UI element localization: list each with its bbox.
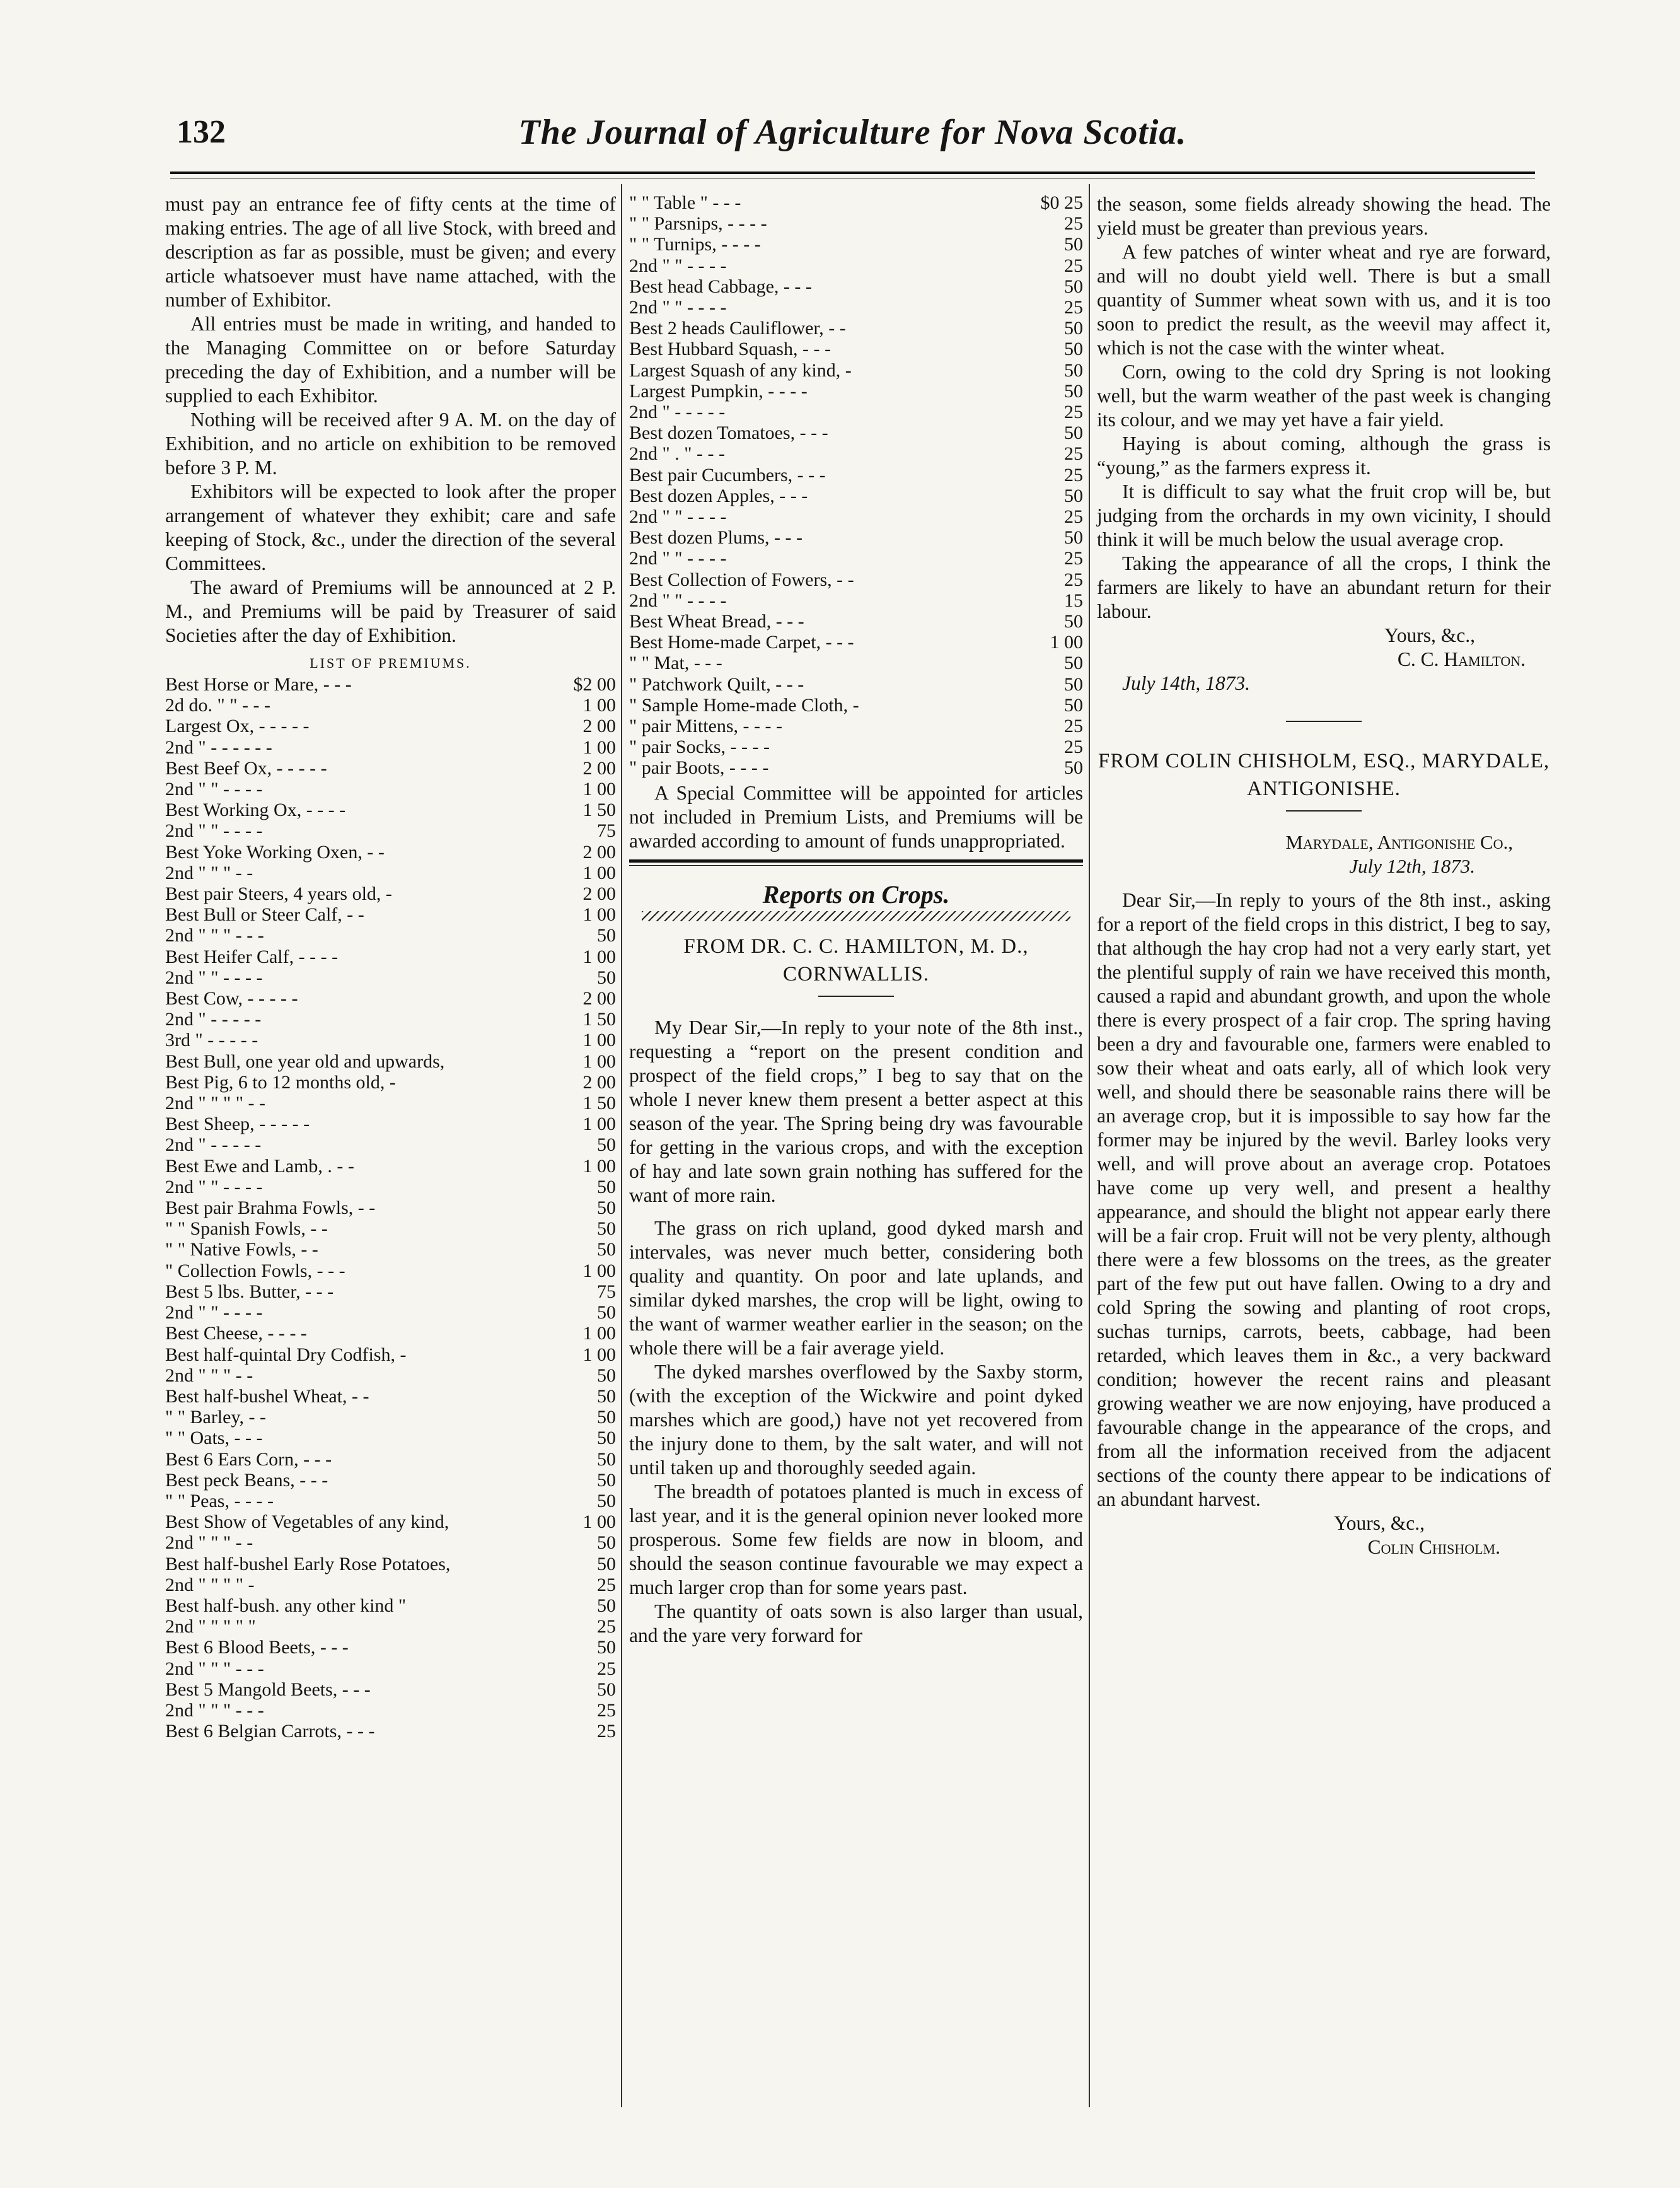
premium-list-title: LIST OF PREMIUMS. bbox=[310, 655, 472, 671]
ornamental-rule bbox=[642, 911, 1070, 921]
premium-label: 2nd " - - - - - - bbox=[165, 736, 272, 758]
premium-label: " " Mat, - - - bbox=[629, 653, 722, 674]
premium-row bbox=[629, 757, 1083, 778]
premium-amount: 50 bbox=[597, 1218, 616, 1240]
premium-amount: $0 25 bbox=[1040, 192, 1083, 213]
paragraph: A few patches of winter wheat and rye are forward, and will no doubt yield well. There is but a small quantity of Summer wheat sown with us, and it is too soon to predict the result, as the weevil may affect it, which is not the case with the winter wheat. bbox=[1097, 241, 1551, 359]
premium-amount: 1 00 bbox=[582, 779, 616, 800]
premium-amount: 50 bbox=[597, 1532, 616, 1554]
premium-label: Best 6 Belgian Carrots, - - - bbox=[165, 1721, 375, 1742]
paragraph: The quantity of oats sown is also larger than usual, and the yare very forward for bbox=[629, 1600, 1083, 1646]
premium-label: " " Oats, - - - bbox=[165, 1428, 263, 1449]
premium-label: 2nd " " " - - - bbox=[165, 925, 264, 946]
paragraph: The dyked marshes overflowed by the Saxby storm, (with the exception of the Wickwire and point dyked marshes which are good,) have not yet recovered from the injury done to them, by the salt water, and will not until taken up and thoroughly seeded again. bbox=[629, 1360, 1083, 1479]
premium-row bbox=[165, 1637, 616, 1658]
premium-amount: 25 bbox=[1064, 213, 1083, 235]
premium-label: " " Turnips, - - - - bbox=[629, 234, 761, 255]
premium-amount: 1 00 bbox=[582, 1511, 616, 1533]
premium-label: Best pair Cucumbers, - - - bbox=[629, 464, 826, 486]
premium-amount: 25 bbox=[597, 1658, 616, 1679]
premium-row bbox=[165, 1449, 616, 1470]
premium-amount: 50 bbox=[597, 1239, 616, 1260]
premium-row bbox=[629, 276, 1083, 297]
premium-row bbox=[629, 548, 1083, 569]
premium-amount: 50 bbox=[1064, 339, 1083, 360]
premium-row bbox=[165, 1679, 616, 1700]
premium-row bbox=[629, 590, 1083, 611]
premium-label: Best dozen Plums, - - - bbox=[629, 527, 802, 549]
premium-amount: 50 bbox=[1064, 422, 1083, 444]
premium-label: Best Show of Vegetables of any kind, bbox=[165, 1511, 449, 1533]
premium-row bbox=[165, 758, 616, 779]
premium-row bbox=[165, 1700, 616, 1721]
report-heading: FROM COLIN CHISHOLM, ESQ., MARYDALE, ANTIGONISHE. bbox=[1098, 750, 1550, 800]
premium-amount: 50 bbox=[597, 1553, 616, 1574]
premium-amount: 50 bbox=[1064, 359, 1083, 381]
premium-row bbox=[165, 1260, 616, 1281]
premium-amount: 1 00 bbox=[582, 1050, 616, 1072]
premium-amount: 1 00 bbox=[582, 1323, 616, 1344]
premium-amount: 25 bbox=[1064, 506, 1083, 528]
premium-row bbox=[165, 925, 616, 946]
premium-label: Largest Ox, - - - - - bbox=[165, 716, 310, 737]
premium-row bbox=[165, 1114, 616, 1134]
premium-amount: 50 bbox=[597, 967, 616, 988]
premium-row bbox=[165, 988, 616, 1009]
paragraph: Corn, owing to the cold dry Spring is not looking well, but the warm weather of the past week is changing its colour, and we may yet have a fair yield. bbox=[1097, 361, 1551, 431]
premium-row bbox=[165, 1491, 616, 1511]
premium-amount: 50 bbox=[597, 1176, 616, 1197]
premium-label: 2nd " " - - - - bbox=[629, 506, 727, 528]
paragraph: Haying is about coming, although the grass is “young,” as the farmers express it. bbox=[1097, 433, 1551, 479]
premium-row bbox=[629, 695, 1083, 716]
paragraph: the season, some fields already showing the head. The yield must be greater than previous years. bbox=[1097, 193, 1551, 239]
premium-row bbox=[165, 1134, 616, 1155]
premium-row bbox=[629, 422, 1083, 443]
premium-label: Best Sheep, - - - - - bbox=[165, 1114, 310, 1135]
premium-row bbox=[165, 1658, 616, 1679]
premium-label: Best 5 lbs. Butter, - - - bbox=[165, 1281, 334, 1302]
premium-label: " pair Socks, - - - - bbox=[629, 736, 770, 758]
premium-amount: 50 bbox=[1064, 611, 1083, 632]
premium-amount: 25 bbox=[1064, 255, 1083, 276]
premium-label: 2nd " " - - - - bbox=[629, 590, 727, 611]
premium-row bbox=[165, 820, 616, 841]
page-header bbox=[170, 107, 1535, 177]
premium-amount: 25 bbox=[1064, 443, 1083, 465]
premium-label: 2nd " " - - - - bbox=[629, 548, 727, 569]
premium-row bbox=[165, 1093, 616, 1114]
premium-amount: 50 bbox=[597, 1595, 616, 1616]
premium-amount: 1 00 bbox=[582, 736, 616, 758]
premium-label: " " Native Fowls, - - bbox=[165, 1239, 318, 1260]
premium-amount: 25 bbox=[1064, 297, 1083, 318]
premium-label: 2nd " " - - - - bbox=[165, 820, 263, 842]
premium-label: 2nd " " - - - - bbox=[165, 1302, 263, 1324]
premium-label: Best half-bush. any other kind " bbox=[165, 1595, 407, 1616]
premium-row bbox=[629, 339, 1083, 359]
premium-amount: 50 bbox=[1064, 485, 1083, 506]
premium-amount: 1 00 bbox=[582, 1030, 616, 1051]
premium-amount: 1 00 bbox=[582, 1344, 616, 1365]
premium-amount: 1 50 bbox=[582, 800, 616, 821]
premium-label: Best half-bushel Wheat, - - bbox=[165, 1385, 369, 1407]
letter-date: July 12th, 1873. bbox=[1349, 855, 1475, 877]
premium-label: Best 5 Mangold Beets, - - - bbox=[165, 1679, 371, 1700]
premium-label: Best Cow, - - - - - bbox=[165, 988, 298, 1010]
premium-amount: 1 50 bbox=[582, 1093, 616, 1114]
premium-label: Best Hubbard Squash, - - - bbox=[629, 339, 831, 360]
premium-row bbox=[629, 632, 1083, 653]
premium-row bbox=[165, 1407, 616, 1428]
premium-amount: 50 bbox=[1064, 276, 1083, 297]
premium-row bbox=[629, 674, 1083, 695]
premium-label: 2nd " " " " " bbox=[165, 1616, 256, 1638]
section-rule bbox=[629, 859, 1083, 863]
premium-row bbox=[165, 1616, 616, 1637]
premium-amount: 50 bbox=[597, 1679, 616, 1700]
premium-label: Best Home-made Carpet, - - - bbox=[629, 632, 854, 653]
premium-row bbox=[165, 1239, 616, 1260]
premium-row bbox=[165, 1177, 616, 1197]
premium-row bbox=[165, 1218, 616, 1239]
premium-label: Best Cheese, - - - - bbox=[165, 1323, 307, 1344]
report-heading: FROM DR. C. C. HAMILTON, M. D., CORNWALLIS. bbox=[683, 934, 1029, 986]
premium-label: " " Parsnips, - - - - bbox=[629, 213, 767, 235]
closing: Yours, &c., bbox=[1334, 1512, 1425, 1534]
premium-amount: 50 bbox=[597, 1134, 616, 1156]
premium-list-continued bbox=[629, 192, 1083, 779]
divider bbox=[818, 996, 894, 997]
premium-row bbox=[629, 653, 1083, 673]
premium-row bbox=[165, 1595, 616, 1616]
signature: Colin Chisholm. bbox=[1367, 1536, 1500, 1558]
premium-row bbox=[165, 1428, 616, 1448]
paragraph: must pay an entrance fee of fifty cents at the time of making entries. The age of all live Stock, with breed and description as far as possible, must be given; and every article whatsoever must have name attached, with the number of Exhibitor. bbox=[165, 193, 616, 311]
column-divider bbox=[1089, 184, 1090, 2107]
premium-amount: 1 00 bbox=[582, 695, 616, 716]
column-right bbox=[1097, 192, 1551, 1559]
premium-amount: 1 00 bbox=[582, 1260, 616, 1281]
premium-row bbox=[165, 1574, 616, 1595]
premium-amount: 50 bbox=[1064, 527, 1083, 549]
premium-amount: 50 bbox=[1064, 380, 1083, 402]
premium-row bbox=[629, 402, 1083, 422]
premium-amount: 50 bbox=[597, 1407, 616, 1428]
header-rule-thick bbox=[170, 172, 1535, 174]
premium-label: 2nd " - - - - - bbox=[165, 1134, 262, 1156]
signature: C. C. Hamilton. bbox=[1397, 648, 1526, 670]
premium-amount: 50 bbox=[1064, 673, 1083, 695]
premium-amount: 1 50 bbox=[582, 1009, 616, 1030]
premium-row bbox=[165, 1365, 616, 1386]
premium-amount: 2 00 bbox=[582, 988, 616, 1010]
premium-label: " Collection Fowls, - - - bbox=[165, 1260, 345, 1281]
premium-label: Best Horse or Mare, - - - bbox=[165, 674, 352, 695]
closing: Yours, &c., bbox=[1384, 624, 1475, 646]
premium-amount: 25 bbox=[597, 1721, 616, 1742]
premium-amount: 25 bbox=[1064, 464, 1083, 486]
premium-amount: 50 bbox=[1064, 234, 1083, 255]
journal-title: The Journal of Agriculture for Nova Scotia. bbox=[518, 113, 1187, 152]
premium-amount: 25 bbox=[1064, 569, 1083, 590]
premium-row bbox=[165, 1323, 616, 1344]
premium-label: Best Ewe and Lamb, . - - bbox=[165, 1155, 354, 1177]
premium-amount: 50 bbox=[1064, 757, 1083, 779]
premium-row bbox=[629, 255, 1083, 276]
premium-label: " " Table " - - - bbox=[629, 192, 741, 213]
premium-row bbox=[165, 967, 616, 988]
premium-label: 2nd " " " - - - bbox=[165, 1658, 264, 1679]
premium-label: 2d do. " " - - - bbox=[165, 695, 270, 716]
premium-label: Best pair Brahma Fowls, - - bbox=[165, 1197, 376, 1219]
premium-row bbox=[165, 1197, 616, 1218]
paragraph: Exhibitors will be expected to look after the proper arrangement of whatever they exhibit; care and safe keeping of Stock, &c., under the direction of the several Committees. bbox=[165, 480, 616, 574]
premium-label: 2nd " " " - - bbox=[165, 862, 253, 883]
premium-amount: 25 bbox=[597, 1699, 616, 1721]
premium-row bbox=[165, 1009, 616, 1030]
premium-amount: 25 bbox=[597, 1616, 616, 1638]
premium-label: " " Barley, - - bbox=[165, 1407, 266, 1428]
premium-amount: $2 00 bbox=[573, 674, 616, 695]
premium-amount: 25 bbox=[1064, 402, 1083, 423]
paragraph: Nothing will be received after 9 A. M. on the day of Exhibition, and no article on exhibition to be removed before 3 P. M. bbox=[165, 409, 616, 479]
premium-row bbox=[629, 360, 1083, 381]
paragraph: Taking the appearance of all the crops, I think the farmers are likely to have an abundant return for their labour. bbox=[1097, 552, 1551, 622]
premium-label: " pair Mittens, - - - - bbox=[629, 716, 783, 737]
premium-label: Best Bull or Steer Calf, - - bbox=[165, 904, 364, 926]
premium-row bbox=[629, 506, 1083, 527]
premium-label: Best Beef Ox, - - - - - bbox=[165, 757, 327, 779]
premium-row bbox=[165, 1072, 616, 1093]
premium-amount: 25 bbox=[1064, 736, 1083, 758]
premium-amount: 15 bbox=[1064, 590, 1083, 611]
premium-row bbox=[629, 213, 1083, 234]
paragraph: The breadth of potatoes planted is much in excess of last year, and it is the general opinion never looked more prosperous. Some few fields are now in bloom, and should the season continue favourable we may expect a much larger crop than for some years past. bbox=[629, 1480, 1083, 1598]
letter-place: Marydale, Antigonishe Co., bbox=[1285, 831, 1513, 853]
premium-amount: 1 00 bbox=[582, 1114, 616, 1135]
premium-label: 2nd " " " " - bbox=[165, 1574, 255, 1595]
premium-label: " pair Boots, - - - - bbox=[629, 757, 769, 779]
premium-row bbox=[165, 779, 616, 800]
premium-row bbox=[165, 842, 616, 863]
premium-amount: 2 00 bbox=[582, 841, 616, 863]
premium-amount: 50 bbox=[597, 1637, 616, 1658]
paragraph: Dear Sir,—In reply to yours of the 8th inst., asking for a report of the field crops in this district, I beg to say, that although the hay crop had not a very early start, yet the plentiful supply of rain we have received this month, caused a rapid and abundant growth, and upon the whole there is every prospect of a fair crop. The spring having been a dry and favourable one, farmers were enabled to sow their wheat and oats early, all of which look very well, and should there be seasonable rains there will be an average crop, but it is impossible to say how far the former may be injured by the wevil. Barley looks very well, and will prove about an average crop. Potatoes have come up very well, and present a healthy appearance, and should the blight not appear early there will be a fair crop. Fruit will not be very plenty, although there were a few blossoms on the trees, as the greater part of the few put out have fallen. Owing to a dry and cold Spring the sowing and planting of root crops, suchas turnips, carrots, beets, cabbage, had been retarded, which leaves them in &c., a very backward condition; however the recent rains and pleasant growing weather we are now enjoying, have produced a favourable change in the appearance of the crops, and from all the information received from the adjacent sections of the county there appear to be indications of an abundant harvest. bbox=[1097, 889, 1551, 1510]
column-middle bbox=[629, 192, 1083, 1648]
premium-row bbox=[165, 674, 616, 695]
premium-list bbox=[165, 674, 616, 1742]
premium-amount: 50 bbox=[597, 1385, 616, 1407]
premium-row bbox=[165, 716, 616, 736]
premium-row bbox=[165, 946, 616, 967]
section-heading: Reports on Crops. bbox=[762, 880, 950, 909]
premium-amount: 50 bbox=[597, 1448, 616, 1470]
premium-amount: 1 00 bbox=[582, 904, 616, 926]
premium-label: Best Bull, one year old and upwards, bbox=[165, 1050, 445, 1072]
premium-row bbox=[165, 1511, 616, 1532]
premium-row bbox=[629, 465, 1083, 486]
column-divider bbox=[621, 184, 622, 2107]
premium-label: 2nd " - - - - - bbox=[165, 1009, 262, 1030]
paragraph: The award of Premiums will be announced at 2 P. M., and Premiums will be paid by Treasurer of said Societies after the day of Exhibition. bbox=[165, 576, 616, 646]
premium-amount: 50 bbox=[1064, 694, 1083, 716]
premium-label: 2nd " " " - - - bbox=[165, 1699, 264, 1721]
premium-amount: 1 00 bbox=[1050, 632, 1083, 653]
premium-row bbox=[165, 1386, 616, 1407]
premium-label: 2nd " " " - - bbox=[165, 1532, 253, 1554]
premium-row bbox=[165, 695, 616, 716]
paragraph: It is difficult to say what the fruit crop will be, but judging from the orchards in my own vicinity, I should think it will be much below the usual average crop. bbox=[1097, 480, 1551, 550]
premium-label: Largest Squash of any kind, - bbox=[629, 359, 852, 381]
premium-label: Best Wheat Bread, - - - bbox=[629, 611, 804, 632]
premium-row bbox=[165, 800, 616, 820]
premium-label: Best dozen Tomatoes, - - - bbox=[629, 422, 828, 444]
premium-label: Best dozen Apples, - - - bbox=[629, 485, 808, 506]
premium-row bbox=[165, 1554, 616, 1574]
premium-label: Largest Pumpkin, - - - - bbox=[629, 380, 808, 402]
premium-label: Best head Cabbage, - - - bbox=[629, 276, 812, 297]
premium-label: Best Yoke Working Oxen, - - bbox=[165, 841, 385, 863]
premium-row bbox=[629, 611, 1083, 632]
paragraph: The grass on rich upland, good dyked marsh and intervales, was never much better, considering both quality and quantity. On poor and late uplands, and similar dyked marshes, the crop will be light, owing to the want of warmer weather earlier in the season; on the whole there will be a fair average yield. bbox=[629, 1216, 1083, 1359]
page-number: 132 bbox=[177, 114, 226, 150]
premium-amount: 1 00 bbox=[582, 1155, 616, 1177]
section-rule-thin bbox=[629, 865, 1083, 866]
premium-label: 2nd " " " " - - bbox=[165, 1093, 265, 1114]
premium-amount: 50 bbox=[597, 1197, 616, 1219]
premium-amount: 25 bbox=[1064, 548, 1083, 569]
premium-label: Best peck Beans, - - - bbox=[165, 1469, 328, 1491]
premium-label: Best Working Ox, - - - - bbox=[165, 800, 346, 821]
premium-row bbox=[629, 443, 1083, 464]
premium-amount: 2 00 bbox=[582, 757, 616, 779]
premium-amount: 1 00 bbox=[582, 946, 616, 967]
premium-row bbox=[629, 569, 1083, 590]
premium-row bbox=[629, 318, 1083, 339]
premium-row bbox=[165, 1470, 616, 1491]
premium-row bbox=[629, 486, 1083, 506]
premium-row bbox=[629, 381, 1083, 402]
premium-label: " " Peas, - - - - bbox=[165, 1490, 274, 1511]
premium-label: 2nd " . " - - - bbox=[629, 443, 725, 465]
premium-row bbox=[165, 737, 616, 758]
premium-label: Best pair Steers, 4 years old, - bbox=[165, 883, 392, 905]
premium-label: Best 6 Ears Corn, - - - bbox=[165, 1448, 332, 1470]
premium-row bbox=[165, 1156, 616, 1177]
premium-label: 3rd " - - - - - bbox=[165, 1030, 258, 1051]
premium-amount: 50 bbox=[597, 1490, 616, 1511]
premium-amount: 75 bbox=[597, 1281, 616, 1302]
premium-amount: 50 bbox=[597, 1302, 616, 1324]
paragraph: All entries must be made in writing, and handed to the Managing Committee on or before Saturday preceding the day of Exhibition, and a number will be supplied to each Exhibitor. bbox=[165, 313, 616, 407]
premium-row bbox=[165, 863, 616, 883]
premium-row bbox=[165, 1281, 616, 1302]
premium-row bbox=[165, 1344, 616, 1365]
premium-amount: 50 bbox=[597, 1365, 616, 1386]
premium-row bbox=[165, 1532, 616, 1553]
premium-amount: 50 bbox=[1064, 318, 1083, 339]
letter-date: July 14th, 1873. bbox=[1122, 672, 1250, 694]
premium-row bbox=[629, 527, 1083, 548]
premium-label: " Sample Home-made Cloth, - bbox=[629, 694, 859, 716]
premium-row bbox=[629, 736, 1083, 757]
premium-amount: 25 bbox=[1064, 716, 1083, 737]
premium-row bbox=[165, 1030, 616, 1050]
premium-label: " Patchwork Quilt, - - - bbox=[629, 673, 804, 695]
premium-row bbox=[629, 192, 1083, 213]
premium-amount: 75 bbox=[597, 820, 616, 842]
premium-label: 2nd " " - - - - bbox=[629, 255, 727, 276]
premium-row bbox=[629, 234, 1083, 255]
premium-amount: 50 bbox=[597, 1428, 616, 1449]
premium-label: 2nd " " - - - - bbox=[165, 1176, 263, 1197]
premium-row bbox=[629, 297, 1083, 318]
premium-row bbox=[629, 716, 1083, 736]
divider bbox=[1286, 721, 1362, 722]
premium-label: Best half-bushel Early Rose Potatoes, bbox=[165, 1553, 451, 1574]
premium-label: " " Spanish Fowls, - - bbox=[165, 1218, 328, 1240]
paragraph: My Dear Sir,—In reply to your note of the 8th inst., requesting a “report on the present condition and prospect of the field crops,” I beg to say that on the whole I never knew them present a better aspect at this season of the year. The Spring being dry was favourable for getting in the various crops, and with the exception of hay and late sown grain nothing has suffered for the want of more rain. bbox=[629, 1016, 1083, 1206]
premium-amount: 50 bbox=[597, 1469, 616, 1491]
premium-amount: 50 bbox=[597, 925, 616, 946]
premium-amount: 25 bbox=[597, 1574, 616, 1595]
premium-label: 2nd " " - - - - bbox=[165, 967, 263, 988]
premium-row bbox=[165, 904, 616, 925]
premium-amount: 2 00 bbox=[582, 716, 616, 737]
premium-label: 2nd " - - - - - bbox=[629, 402, 726, 423]
premium-label: Best 6 Blood Beets, - - - bbox=[165, 1637, 349, 1658]
premium-label: Best Heifer Calf, - - - - bbox=[165, 946, 339, 967]
premium-label: 2nd " " - - - - bbox=[165, 779, 263, 800]
premium-amount: 1 00 bbox=[582, 862, 616, 883]
premium-label: 2nd " " - - - - bbox=[629, 297, 727, 318]
premium-label: Best half-quintal Dry Codfish, - bbox=[165, 1344, 407, 1365]
divider bbox=[1286, 810, 1362, 812]
premium-row bbox=[165, 1721, 616, 1742]
premium-row bbox=[165, 1051, 616, 1072]
premium-row bbox=[165, 1302, 616, 1323]
column-left bbox=[165, 192, 616, 1742]
premium-amount: 50 bbox=[1064, 653, 1083, 674]
premium-label: Best Collection of Fowers, - - bbox=[629, 569, 854, 590]
premium-row bbox=[165, 883, 616, 904]
special-committee-note: A Special Committee will be appointed for articles not included in Premium Lists, and Premiums will be awarded according to amount of funds unappropriated. bbox=[629, 781, 1083, 852]
premium-amount: 2 00 bbox=[582, 883, 616, 905]
premium-amount: 2 00 bbox=[582, 1071, 616, 1093]
premium-label: Best Pig, 6 to 12 months old, - bbox=[165, 1071, 396, 1093]
premium-label: Best 2 heads Cauliflower, - - bbox=[629, 318, 846, 339]
premium-label: 2nd " " " - - bbox=[165, 1365, 253, 1386]
